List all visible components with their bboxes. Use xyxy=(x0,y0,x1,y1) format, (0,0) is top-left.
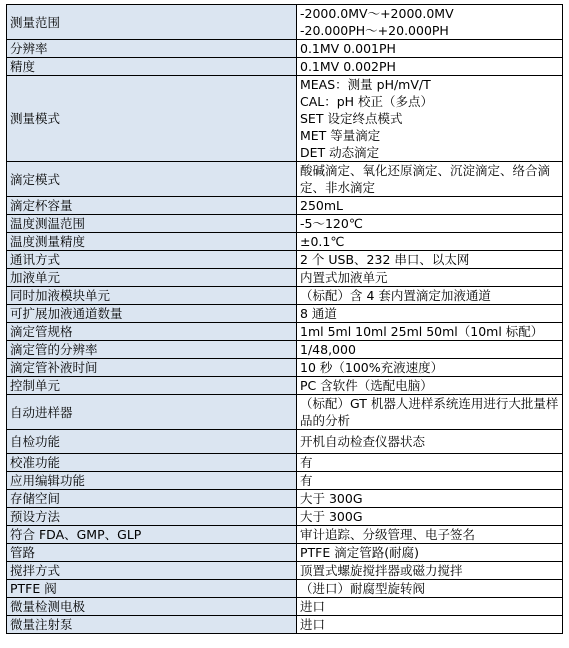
spec-value: PC 含软件（选配电脑） xyxy=(297,377,563,395)
spec-label: 滴定模式 xyxy=(7,162,297,197)
table-row xyxy=(7,269,563,287)
spec-label: 微量注射泵 xyxy=(7,616,297,634)
table-row xyxy=(7,580,563,598)
spec-value: ±0.1℃ xyxy=(297,233,563,251)
table-row xyxy=(7,197,563,215)
spec-value: 1ml 5ml 10ml 25ml 50ml（10ml 标配） xyxy=(297,323,563,341)
spec-label: 滴定杯容量 xyxy=(7,197,297,215)
spec-value: 进口 xyxy=(297,598,563,616)
table-row xyxy=(7,544,563,562)
spec-label: 应用编辑功能 xyxy=(7,472,297,490)
spec-label: 滴定管补液时间 xyxy=(7,359,297,377)
spec-label: 预设方法 xyxy=(7,508,297,526)
spec-label: 分辨率 xyxy=(7,40,297,58)
table-row xyxy=(7,616,563,634)
spec-label: 搅拌方式 xyxy=(7,562,297,580)
table-row xyxy=(7,395,563,430)
table-row xyxy=(7,430,563,454)
spec-table-body xyxy=(7,5,563,634)
spec-label: 可扩展加液通道数量 xyxy=(7,305,297,323)
spec-value: 8 通道 xyxy=(297,305,563,323)
spec-label: 精度 xyxy=(7,58,297,76)
table-row xyxy=(7,454,563,472)
spec-label: 符合 FDA、GMP、GLP xyxy=(7,526,297,544)
table-row xyxy=(7,323,563,341)
spec-value: 10 秒（100%充液速度） xyxy=(297,359,563,377)
table-row xyxy=(7,598,563,616)
spec-table xyxy=(6,4,563,634)
spec-value: -5～120℃ xyxy=(297,215,563,233)
table-row xyxy=(7,233,563,251)
table-row xyxy=(7,377,563,395)
table-row xyxy=(7,76,563,162)
table-row xyxy=(7,215,563,233)
table-row xyxy=(7,490,563,508)
spec-value: （标配）含 4 套内置滴定加液通道 xyxy=(297,287,563,305)
spec-label: 滴定管的分辨率 xyxy=(7,341,297,359)
spec-label: 自检功能 xyxy=(7,430,297,454)
table-row xyxy=(7,40,563,58)
spec-value: -2000.0MV～+2000.0MV -20.000PH～+20.000PH xyxy=(297,5,563,40)
table-row xyxy=(7,305,563,323)
spec-label: 存储空间 xyxy=(7,490,297,508)
table-row xyxy=(7,287,563,305)
spec-label: 温度测温范围 xyxy=(7,215,297,233)
spec-value: 大于 300G xyxy=(297,508,563,526)
spec-value: 进口 xyxy=(297,616,563,634)
spec-value: 0.1MV 0.001PH xyxy=(297,40,563,58)
spec-value: 酸碱滴定、氧化还原滴定、沉淀滴定、络合滴定、非水滴定 xyxy=(297,162,563,197)
spec-label: 温度测量精度 xyxy=(7,233,297,251)
spec-value: 审计追踪、分级管理、电子签名 xyxy=(297,526,563,544)
spec-label: 加液单元 xyxy=(7,269,297,287)
spec-value: 有 xyxy=(297,472,563,490)
spec-value: （进口）耐腐型旋转阀 xyxy=(297,580,563,598)
spec-label: 通讯方式 xyxy=(7,251,297,269)
spec-value: 1/48,000 xyxy=(297,341,563,359)
spec-label: 测量范围 xyxy=(7,5,297,40)
spec-label: 控制单元 xyxy=(7,377,297,395)
table-row xyxy=(7,251,563,269)
spec-label: 测量模式 xyxy=(7,76,297,162)
spec-label: 滴定管规格 xyxy=(7,323,297,341)
table-row xyxy=(7,359,563,377)
table-row xyxy=(7,562,563,580)
spec-value: 顶置式螺旋搅拌器或磁力搅拌 xyxy=(297,562,563,580)
table-row xyxy=(7,341,563,359)
spec-value: PTFE 滴定管路(耐腐) xyxy=(297,544,563,562)
table-row xyxy=(7,472,563,490)
table-row xyxy=(7,162,563,197)
spec-value: （标配）GT 机器人进样系统连用进行大批量样品的分析 xyxy=(297,395,563,430)
table-row xyxy=(7,5,563,40)
spec-value: 0.1MV 0.002PH xyxy=(297,58,563,76)
spec-label: 微量检测电极 xyxy=(7,598,297,616)
spec-value: MEAS：测量 pH/mV/T CAL：pH 校正（多点） SET 设定终点模式 MET 等量滴定 DET 动态滴定 xyxy=(297,76,563,162)
spec-value: 有 xyxy=(297,454,563,472)
spec-value: 内置式加液单元 xyxy=(297,269,563,287)
spec-value: 250mL xyxy=(297,197,563,215)
spec-label: 同时加液模块单元 xyxy=(7,287,297,305)
spec-label: 自动进样器 xyxy=(7,395,297,430)
spec-value: 大于 300G xyxy=(297,490,563,508)
spec-value: 2 个 USB、232 串口、以太网 xyxy=(297,251,563,269)
spec-value: 开机自动检查仪器状态 xyxy=(297,430,563,454)
spec-label: 校准功能 xyxy=(7,454,297,472)
spec-label: 管路 xyxy=(7,544,297,562)
table-row xyxy=(7,58,563,76)
table-row xyxy=(7,526,563,544)
table-row xyxy=(7,508,563,526)
spec-label: PTFE 阀 xyxy=(7,580,297,598)
